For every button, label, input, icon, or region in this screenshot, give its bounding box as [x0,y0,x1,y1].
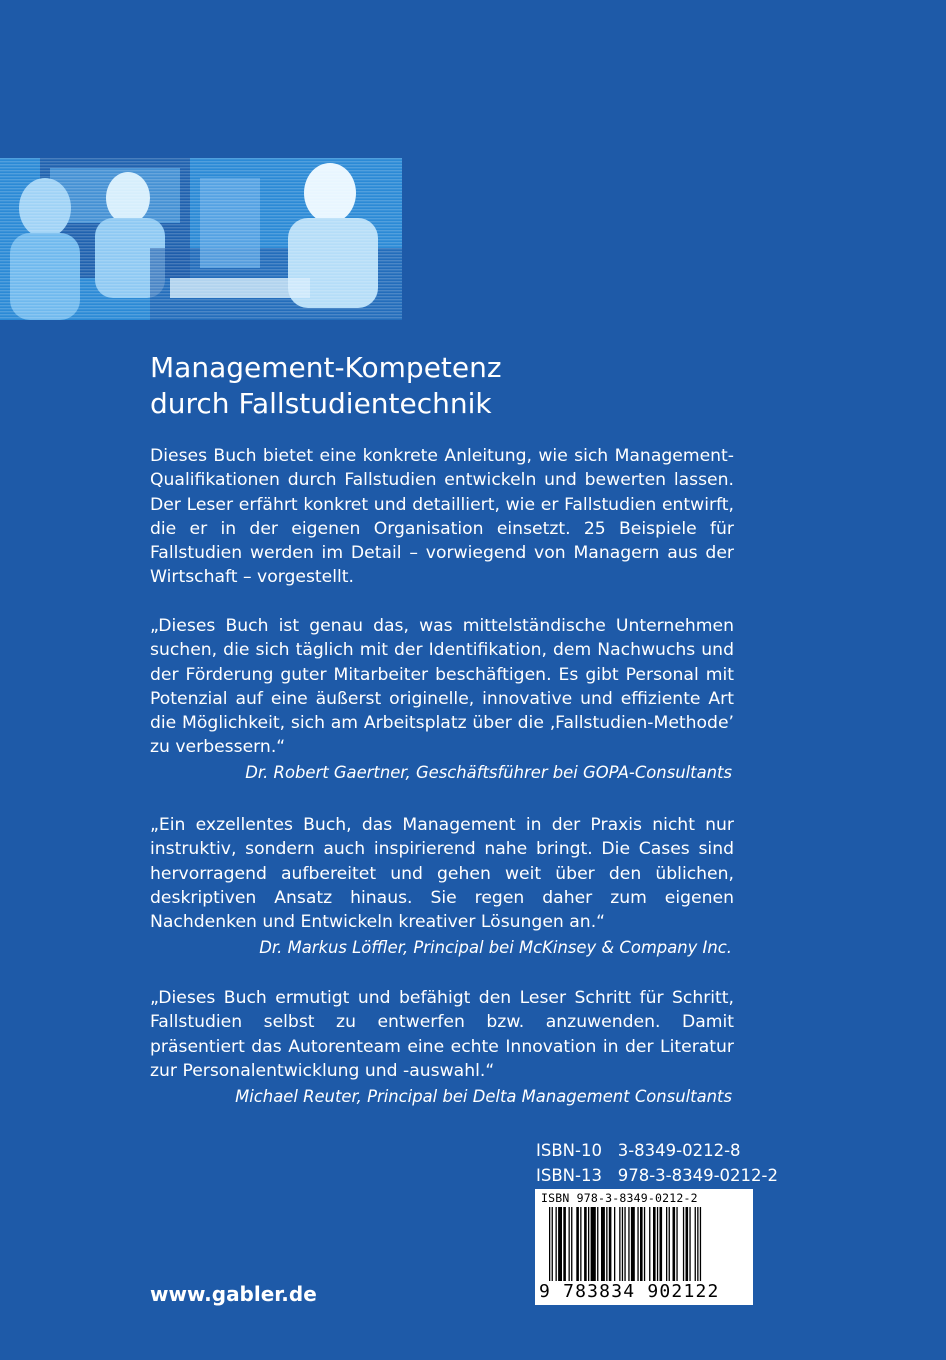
barcode-bar [631,1207,635,1281]
barcode-bar [556,1207,557,1281]
barcode-bar [644,1207,645,1281]
barcode-bar [614,1207,615,1281]
barcode-bar [666,1207,667,1281]
isbn-10-value: 3-8349-0212-8 [617,1141,741,1160]
barcode-bar [597,1207,598,1281]
barcode-bar [624,1207,625,1281]
barcode-bar [609,1207,612,1281]
barcode-bar [700,1207,701,1281]
barcode-bar [622,1207,623,1281]
barcode-bar [637,1207,638,1281]
barcode-bar [558,1207,562,1281]
quote-2-author: Dr. Markus Löffler, Principal bei McKinsey & Company Inc. [259,938,732,957]
barcode-bar [563,1207,566,1281]
barcode-bar [549,1207,550,1281]
barcode-bar [660,1207,663,1281]
barcode-bar [580,1207,581,1281]
book-description: Dieses Buch bietet eine konkrete Anleitung, wie sich Management-Qualifikationen durch Fallstudien entwickeln und bewerten lassen. Der Leser erfährt konkret und detailliert, wie er Fallstudien entwirft, die er in der eigenen Organisation einsetzt. 25 Beispiele für Fallstudien werden im Detail – vorwiegend von Managern aus der Wirtschaft – vorgestellt. [150,446,734,588]
isbn-13-value: 978-3-8349-0212-2 [617,1166,778,1185]
barcode-bar [686,1207,689,1281]
barcode-bar [697,1207,698,1281]
barcode-bar [695,1207,696,1281]
book-title [150,350,750,422]
barcode-bar [657,1207,658,1281]
title-line-2: durch Fallstudientechnik [150,387,492,420]
barcode-bar [683,1207,684,1281]
quote-3-text: „Dieses Buch ermutigt und befähigt den Leser Schritt für Schritt, Fallstudien selbst zu entwerfen bzw. anzuwenden. Damit präsentiert das Autorenteam eine echte Innovation in der Literatur zur Personalentwicklung und -auswahl.“ [150,988,734,1081]
barcode-bar [591,1207,596,1281]
barcode-bar [676,1207,677,1281]
barcode-bar [588,1207,589,1281]
isbn-13-line [536,1166,778,1186]
barcode-bar [669,1207,670,1281]
barcode-bar [571,1207,572,1281]
barcode-bar [653,1207,656,1281]
barcode-bar [606,1207,607,1281]
quote-1-author: Dr. Robert Gaertner, Geschäftsführer bei GOPA-Consultants [245,763,732,782]
isbn-10-line [536,1141,741,1161]
quote-3-author: Michael Reuter, Principal bei Delta Management Consultants [235,1087,732,1106]
cover-photo [0,158,402,320]
barcode-bar [552,1207,553,1281]
quote-1-text: „Dieses Buch ist genau das, was mittelständische Unternehmen suchen, die sich täglich mit der Identifikation, dem Nachwuchs und der Förderung guter Mitarbeiter beschäftigen. Es gibt Personal mit Potenzial auf eine äußerst originelle, innovative und effiziente Art die Möglichkeit, sich am Arbeitsplatz über die ‚Fallstudien-Methode’ zu verbessern.“ [150,616,734,758]
barcode-bar [584,1207,587,1281]
barcode-bar [619,1207,620,1281]
barcode-bar [673,1207,676,1281]
meeting-photo-illustration [0,158,402,320]
barcode-bar [569,1207,570,1281]
barcode-bar [689,1207,690,1281]
barcode-bar [601,1207,605,1281]
barcode-top-text: ISBN 978-3-8349-0212-2 [541,1191,698,1205]
isbn-10-label: ISBN-10 [536,1141,602,1160]
isbn-13-label: ISBN-13 [536,1166,602,1185]
barcode-bar [649,1207,650,1281]
barcode [535,1189,753,1305]
barcode-bar [576,1207,579,1281]
barcode-bar [640,1207,643,1281]
barcode-digits: 9 783834 902122 [539,1281,720,1302]
publisher-website: www.gabler.de [150,1282,317,1306]
title-line-1: Management-Kompetenz [150,351,502,384]
quote-2-text: „Ein exzellentes Buch, das Management in der Praxis nicht nur instruktiv, sondern auch inspirierend nahe bringt. Die Cases sind hervorragend aufbereitet und gehen weit über den üblichen, deskriptiven Ansatz hinaus. Sie regen daher zum eigenen Nachdenken und Entwickeln kreativer Lösungen an.“ [150,815,734,933]
barcode-bar [628,1207,629,1281]
